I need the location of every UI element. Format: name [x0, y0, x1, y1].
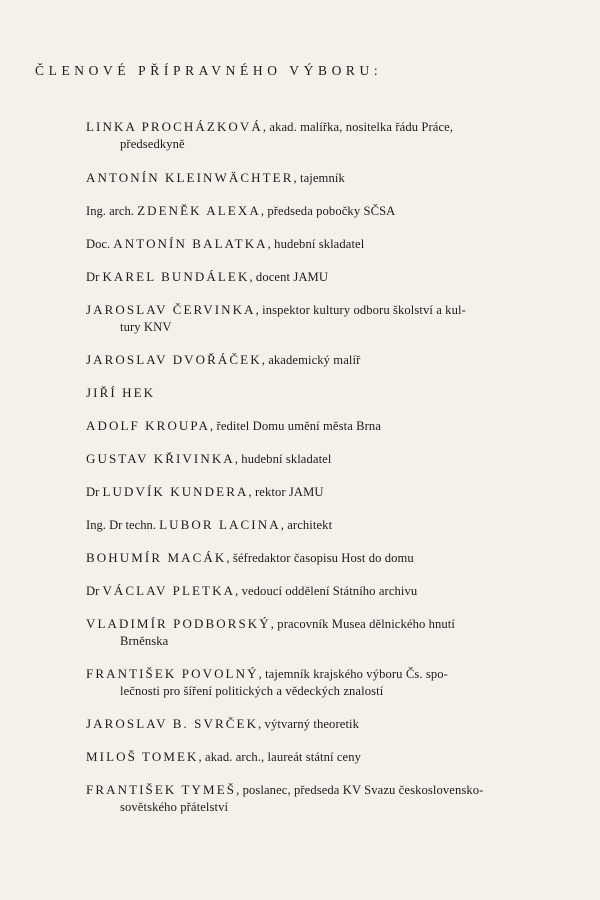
member-description: , tajemník [293, 171, 345, 185]
member-entry [86, 516, 530, 534]
member-first-line [86, 301, 530, 319]
member-first-line [86, 748, 530, 766]
member-name: MILOŠ TOMEK [86, 749, 199, 764]
member-entry [86, 615, 530, 650]
member-description-continued: předsedkyně [120, 137, 185, 151]
member-entry [86, 483, 530, 501]
member-name: ANTONÍN BALATKA [113, 236, 268, 251]
member-name: KAREL BUNDÁLEK [102, 269, 250, 284]
member-entry [86, 665, 530, 700]
member-title-prefix: Dr [86, 584, 103, 598]
member-first-line [86, 351, 530, 369]
member-name: JIŘÍ HEK [86, 385, 156, 400]
member-description: , výtvarný theoretik [258, 717, 360, 731]
member-description: , tajemník krajského výboru Čs. spo- [258, 667, 448, 681]
member-description: , architekt [280, 518, 333, 532]
member-name: FRANTIŠEK TYMEŠ [86, 782, 237, 797]
member-description: , hudební skladatel [267, 237, 365, 251]
member-description: , akad. arch., laureát státní ceny [198, 750, 362, 764]
member-description-continued: Brněnska [120, 634, 169, 648]
member-first-line [86, 169, 530, 187]
member-description: , rektor JAMU [248, 485, 324, 499]
member-description-continued: sovětského přátelství [120, 800, 229, 814]
member-description: , vedoucí oddělení Státního archivu [235, 584, 418, 598]
member-first-line [86, 615, 530, 633]
member-name: FRANTIŠEK POVOLNÝ [86, 666, 259, 681]
member-entry [86, 715, 530, 733]
member-first-line [86, 268, 530, 286]
member-entry [86, 582, 530, 600]
member-first-line [86, 450, 530, 468]
member-first-line [86, 384, 530, 402]
member-list [86, 118, 530, 816]
member-entry [86, 748, 530, 766]
member-description-continued: lečnosti pro šíření politických a vědeckých znalostí [120, 684, 384, 698]
member-entry [86, 417, 530, 435]
member-entry [86, 781, 530, 816]
member-entry [86, 384, 530, 402]
member-name: VÁCLAV PLETKA [102, 583, 236, 598]
member-name: ZDENĚK ALEXA [137, 203, 261, 218]
member-title-prefix: Doc. [86, 237, 114, 251]
member-entry [86, 450, 530, 468]
member-name: ANTONÍN KLEINWÄCHTER [86, 170, 294, 185]
member-name: JAROSLAV B. SVRČEK [86, 716, 259, 731]
member-description: , poslanec, předseda KV Svazu československo- [236, 783, 484, 797]
member-name: LINKA PROCHÁZKOVÁ [86, 119, 263, 134]
member-entry [86, 118, 530, 153]
member-entry [86, 268, 530, 286]
member-first-line [86, 549, 530, 567]
member-name: LUDVÍK KUNDERA [102, 484, 249, 499]
member-name: GUSTAV KŘIVINKA [86, 451, 235, 466]
member-name: LUBOR LACINA [159, 517, 281, 532]
member-description: , šéfredaktor časopisu Host do domu [226, 551, 414, 565]
member-entry [86, 301, 530, 336]
member-first-line [86, 516, 530, 534]
member-description: , ředitel Domu umění města Brna [210, 419, 382, 433]
member-name: ADOLF KROUPA [86, 418, 211, 433]
member-title-prefix: Ing. arch. [86, 204, 138, 218]
member-title-prefix: Ing. Dr techn. [86, 518, 160, 532]
member-first-line [86, 715, 530, 733]
member-name: BOHUMÍR MACÁK [86, 550, 227, 565]
member-name: JAROSLAV ČERVINKA [86, 302, 256, 317]
member-first-line [86, 235, 530, 253]
member-entry [86, 549, 530, 567]
member-description: , akademický malíř [261, 353, 361, 367]
member-description: , pracovník Musea dělnického hnutí [270, 617, 456, 631]
member-entry [86, 202, 530, 220]
member-title-prefix: Dr [86, 485, 103, 499]
member-first-line [86, 665, 530, 683]
member-name: JAROSLAV DVOŘÁČEK [86, 352, 262, 367]
member-description: , akad. malířka, nositelka řádu Práce, [262, 120, 454, 134]
member-title-prefix: Dr [86, 270, 103, 284]
member-first-line [86, 118, 530, 136]
member-description: , předseda pobočky SČSA [260, 204, 396, 218]
member-description: , inspektor kultury odboru školství a kul- [255, 303, 466, 317]
member-entry [86, 235, 530, 253]
member-description: , docent JAMU [249, 270, 329, 284]
member-first-line [86, 582, 530, 600]
member-first-line [86, 202, 530, 220]
member-entry [86, 351, 530, 369]
member-entry [86, 169, 530, 187]
section-heading: ČLENOVÉ PŘÍPRAVNÉHO VÝBORU: [35, 63, 383, 78]
member-description-continued: tury KNV [120, 320, 172, 334]
member-name: VLADIMÍR PODBORSKÝ [86, 616, 271, 631]
member-first-line [86, 417, 530, 435]
member-first-line [86, 483, 530, 501]
member-first-line [86, 781, 530, 799]
member-description: , hudební skladatel [234, 452, 332, 466]
